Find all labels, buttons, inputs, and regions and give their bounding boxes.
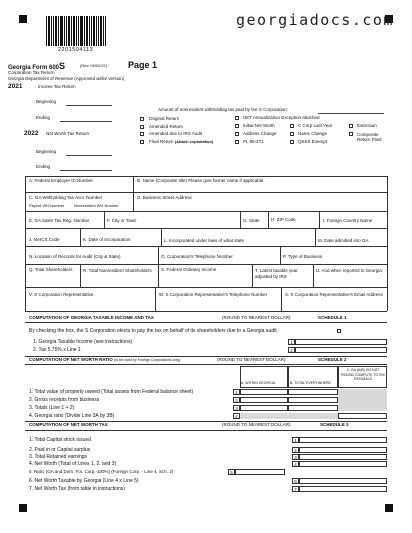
amount-field[interactable] xyxy=(318,113,384,114)
schedule3-input-4[interactable] xyxy=(299,461,387,467)
schedule3-input-5[interactable] xyxy=(235,469,285,475)
schedule2-input-2b[interactable] xyxy=(288,397,338,403)
schedule2-label: SCHEDULE 2 xyxy=(318,357,347,362)
extension-label: Extension xyxy=(357,123,377,128)
c-corp-label: C Corp Last Year xyxy=(298,123,333,128)
field-b-label: B. Name (Corporate title) Please give former name if applicable. xyxy=(137,178,265,183)
schedule3-num-1: 1 xyxy=(292,437,299,443)
schedule1-line-1: 1. Georgia Taxable Income (see instructions) xyxy=(33,339,133,345)
pl-86-272-label: PL 86-272 xyxy=(243,139,264,144)
schedule2-num-1: 1 xyxy=(233,389,240,395)
field-t-label: T. Latest taxable year adjusted by IRS xyxy=(255,268,298,279)
schedule3-input-6[interactable] xyxy=(299,478,387,484)
uet-checkbox[interactable] xyxy=(235,116,239,120)
ending-field[interactable] xyxy=(60,121,112,122)
field-p-label: P. Type of Business xyxy=(283,254,323,259)
field-m-label: M. Date admitted into GA xyxy=(318,238,369,243)
c-corp-checkbox[interactable] xyxy=(290,124,294,128)
schedule1-num-1: 1 xyxy=(288,339,295,345)
schedule2-input-3a[interactable] xyxy=(240,405,288,411)
field-a-label: A. Federal Employer ID Number xyxy=(29,178,94,183)
original-return-label: Original Return xyxy=(149,116,180,121)
initial-net-worth-checkbox[interactable] xyxy=(235,124,239,128)
schedule2-line-1: 1. Total value of property owned (Total assets from Federal balance sheet) xyxy=(29,389,194,395)
schedule2-line-2: 2. Gross receipts from business xyxy=(29,397,100,403)
schedule2-round: (ROUND TO NEAREST DOLLAR) xyxy=(217,357,286,362)
field-h-label: H. ZIP Code xyxy=(271,217,296,222)
field-s-label: S. Federal Ordinary Income xyxy=(161,267,217,272)
schedule2-col-c: C. GA (A/B) DO NOT ROUND COMPUTE TO SIX DECIMALS xyxy=(341,368,385,382)
beginning-label-2: Beginning xyxy=(36,149,57,154)
field-x-label: X. S Corporation Representative's Email Address xyxy=(285,292,383,297)
schedule2-line-4: 4. Georgia ratio (Divide Line 3A by 3B) xyxy=(29,413,115,419)
uet-label: UET Annualization Exception attached xyxy=(243,115,320,120)
qsss-exempt-label: QSSS Exempt xyxy=(298,139,328,144)
schedule3-line-4: 4. Net Worth (Total of Lines 1, 2, and 3) xyxy=(29,461,117,467)
final-return-label: Final Return (Attach explanation) xyxy=(149,139,214,144)
ending-label-2: Ending xyxy=(36,164,51,169)
schedule3-input-3[interactable] xyxy=(299,454,387,460)
composite-label: Composite Return Filed xyxy=(357,132,382,143)
amended-return-label: Amended Return xyxy=(149,124,184,129)
registration-mark xyxy=(385,504,393,512)
amount-label: Amount of nonresident withholding tax paid by the S Corporation: xyxy=(158,107,288,112)
registration-mark xyxy=(19,15,27,23)
field-v-label: V. S Corporation Representative xyxy=(29,292,94,297)
schedule1-label: SCHEDULE 1 xyxy=(318,315,347,320)
schedule2-input-1a[interactable] xyxy=(240,389,288,395)
schedule3-num-4: 4 xyxy=(292,461,299,467)
final-return-checkbox[interactable] xyxy=(140,140,144,144)
schedule3-line-6: 6. Net Worth Taxable by Georgia (Line 4 x Line 5) xyxy=(29,478,139,484)
address-change-label: Address Change xyxy=(243,131,277,136)
schedule2-title: COMPUTATION OF NET WORTH RATIO (to be used by Foreign Corporations only) xyxy=(29,357,181,362)
field-q-label: Q. Total Shareholders xyxy=(29,267,73,272)
schedule1-election-checkbox[interactable] xyxy=(337,329,341,333)
schedule3-line-5: 5. Ratio (GA and Dom. For. Corp.-100%) (Foreign Corp. - Line 4, Sch. 2) xyxy=(29,469,174,474)
schedule2-col-a: A. WITHIN GEORGIA xyxy=(241,381,276,385)
schedule3-title: COMPUTATION OF NET WORTH TAX xyxy=(29,422,108,427)
schedule2-input-2a[interactable] xyxy=(240,397,288,403)
schedule2-col-b: B. TOTAL EVERYWHERE xyxy=(290,381,331,385)
form-rev: (Rev. 08/02/21) xyxy=(80,63,108,68)
amended-return-checkbox[interactable] xyxy=(140,125,144,129)
tax-year-1: 2021 xyxy=(8,83,23,90)
page-label: Page 1 xyxy=(128,60,158,70)
field-c-label: C. GA Withholding Tax Acct. Number xyxy=(29,195,103,200)
schedule1-round: (ROUND TO NEAREST DOLLAR) xyxy=(222,315,291,320)
field-g-label: G. State xyxy=(243,218,260,223)
payroll-wh-label: Payroll WH Number xyxy=(29,203,65,208)
address-change-checkbox[interactable] xyxy=(235,132,239,136)
name-change-checkbox[interactable] xyxy=(290,132,294,136)
schedule3-num-2: 2 xyxy=(292,447,299,453)
field-w-label: W. S Corporation Representative's Telephone Number xyxy=(159,292,268,297)
field-k-label: K. Date of Incorporation xyxy=(83,237,131,242)
field-n-label: N. Location of Records for Audit (City & State) xyxy=(29,254,121,259)
field-o-label: O. Corporation's Telephone Number xyxy=(161,254,233,259)
amended-irs-label: Amended due to IRS Audit xyxy=(149,131,203,136)
schedule3-input-2[interactable] xyxy=(299,447,387,453)
field-j-label: J. NAICS Code xyxy=(29,237,60,242)
pl-86-272-checkbox[interactable] xyxy=(235,140,239,144)
schedule3-round: (ROUND TO NEAREST DOLLAR) xyxy=(222,422,291,427)
barcode-number: 2201504113 xyxy=(58,47,94,53)
schedule3-label: SCHEDULE 3 xyxy=(320,422,349,427)
field-e-label: E. GA Sales Tax Reg. Number xyxy=(29,218,90,223)
field-i-label: I. Foreign Country Name xyxy=(323,218,373,223)
barcode xyxy=(46,16,110,46)
schedule1-num-2: 2 xyxy=(288,347,295,353)
nonresident-wh-label: Nonresident WH Number xyxy=(74,203,119,208)
form-title: Georgia Form 600S xyxy=(8,61,66,71)
schedule3-input-7[interactable] xyxy=(299,486,387,492)
registration-mark xyxy=(19,504,27,512)
site-watermark: georgiadocs.com xyxy=(236,11,394,29)
schedule2-line-3: 3. Totals (Line 1 + 2) xyxy=(29,405,75,411)
field-d-label: D. Business Street Address xyxy=(137,195,192,200)
schedule1-input-2[interactable] xyxy=(295,347,387,353)
form-department: Georgia Department of Revenue (Approved web2 version) xyxy=(8,76,125,81)
beginning-field[interactable] xyxy=(66,105,112,106)
schedule2-shaded-c xyxy=(338,389,387,411)
form-subtitle: Corporation Tax Return xyxy=(8,70,55,75)
tax-year-2: 2022 xyxy=(24,130,39,137)
tax-year-1-label: Income Tax Return xyxy=(38,84,76,89)
extension-checkbox[interactable] xyxy=(349,124,353,128)
schedule2-num-2: 2 xyxy=(233,397,240,403)
tax-year-2-label: Net Worth Tax Return xyxy=(46,131,90,136)
schedule3-line-7: 7. Net Worth Tax (from table in instructions) xyxy=(29,486,125,492)
schedule2-num-3: 3 xyxy=(233,405,240,411)
schedule1-line-2: 2. Tax 5.75% x Line 1 xyxy=(33,347,81,353)
schedule3-line-1: 1. Total Capital stock issued xyxy=(29,437,91,443)
qsss-exempt-checkbox[interactable] xyxy=(290,140,294,144)
schedule3-num-3: 3 xyxy=(292,454,299,460)
schedule2-shaded-4 xyxy=(240,413,338,419)
ending-label: Ending xyxy=(36,115,51,120)
schedule3-line-3: 3. Total Retained earnings xyxy=(29,454,88,460)
initial-net-worth-label: Initial Net Worth xyxy=(243,123,275,128)
schedule2-input-4c[interactable] xyxy=(338,413,387,419)
field-r-label: R. Total Nonresident Shareholders xyxy=(83,268,152,273)
schedule3-num-5: 5 xyxy=(228,469,235,475)
beginning-field-2[interactable] xyxy=(66,155,112,156)
field-f-label: F. City or Town xyxy=(107,218,137,223)
schedule1-input-1[interactable] xyxy=(295,339,387,345)
composite-checkbox[interactable] xyxy=(349,132,353,136)
schedule1-title: COMPUTATION OF GEORGIA TAXABLE INCOME AND TAX xyxy=(29,315,154,320)
schedule2-num-4: 4 xyxy=(233,413,240,419)
name-change-label: Name Change xyxy=(298,131,328,136)
schedule3-num-6: 6 xyxy=(292,478,299,484)
schedule3-input-1[interactable] xyxy=(299,437,387,443)
amended-irs-checkbox[interactable] xyxy=(140,132,144,136)
beginning-label: Beginning xyxy=(36,99,57,104)
original-return-checkbox[interactable] xyxy=(140,117,144,121)
field-l-label: L. Incorporated under laws of what state xyxy=(164,238,245,243)
schedule2-input-3b[interactable] xyxy=(288,405,338,411)
schedule3-num-7: 7 xyxy=(292,486,299,492)
ending-field-2[interactable] xyxy=(60,170,112,171)
schedule2-input-1b[interactable] xyxy=(288,389,338,395)
field-u-label: U. And when reported to Georgia: xyxy=(316,268,384,273)
schedule3-line-2: 2. Paid in or Capital surplus xyxy=(29,447,91,453)
schedule1-election-text: By checking the box, the S Corporation elects to pay the tax on behalf of its shareholders due to a Georgia audit. xyxy=(29,328,279,334)
